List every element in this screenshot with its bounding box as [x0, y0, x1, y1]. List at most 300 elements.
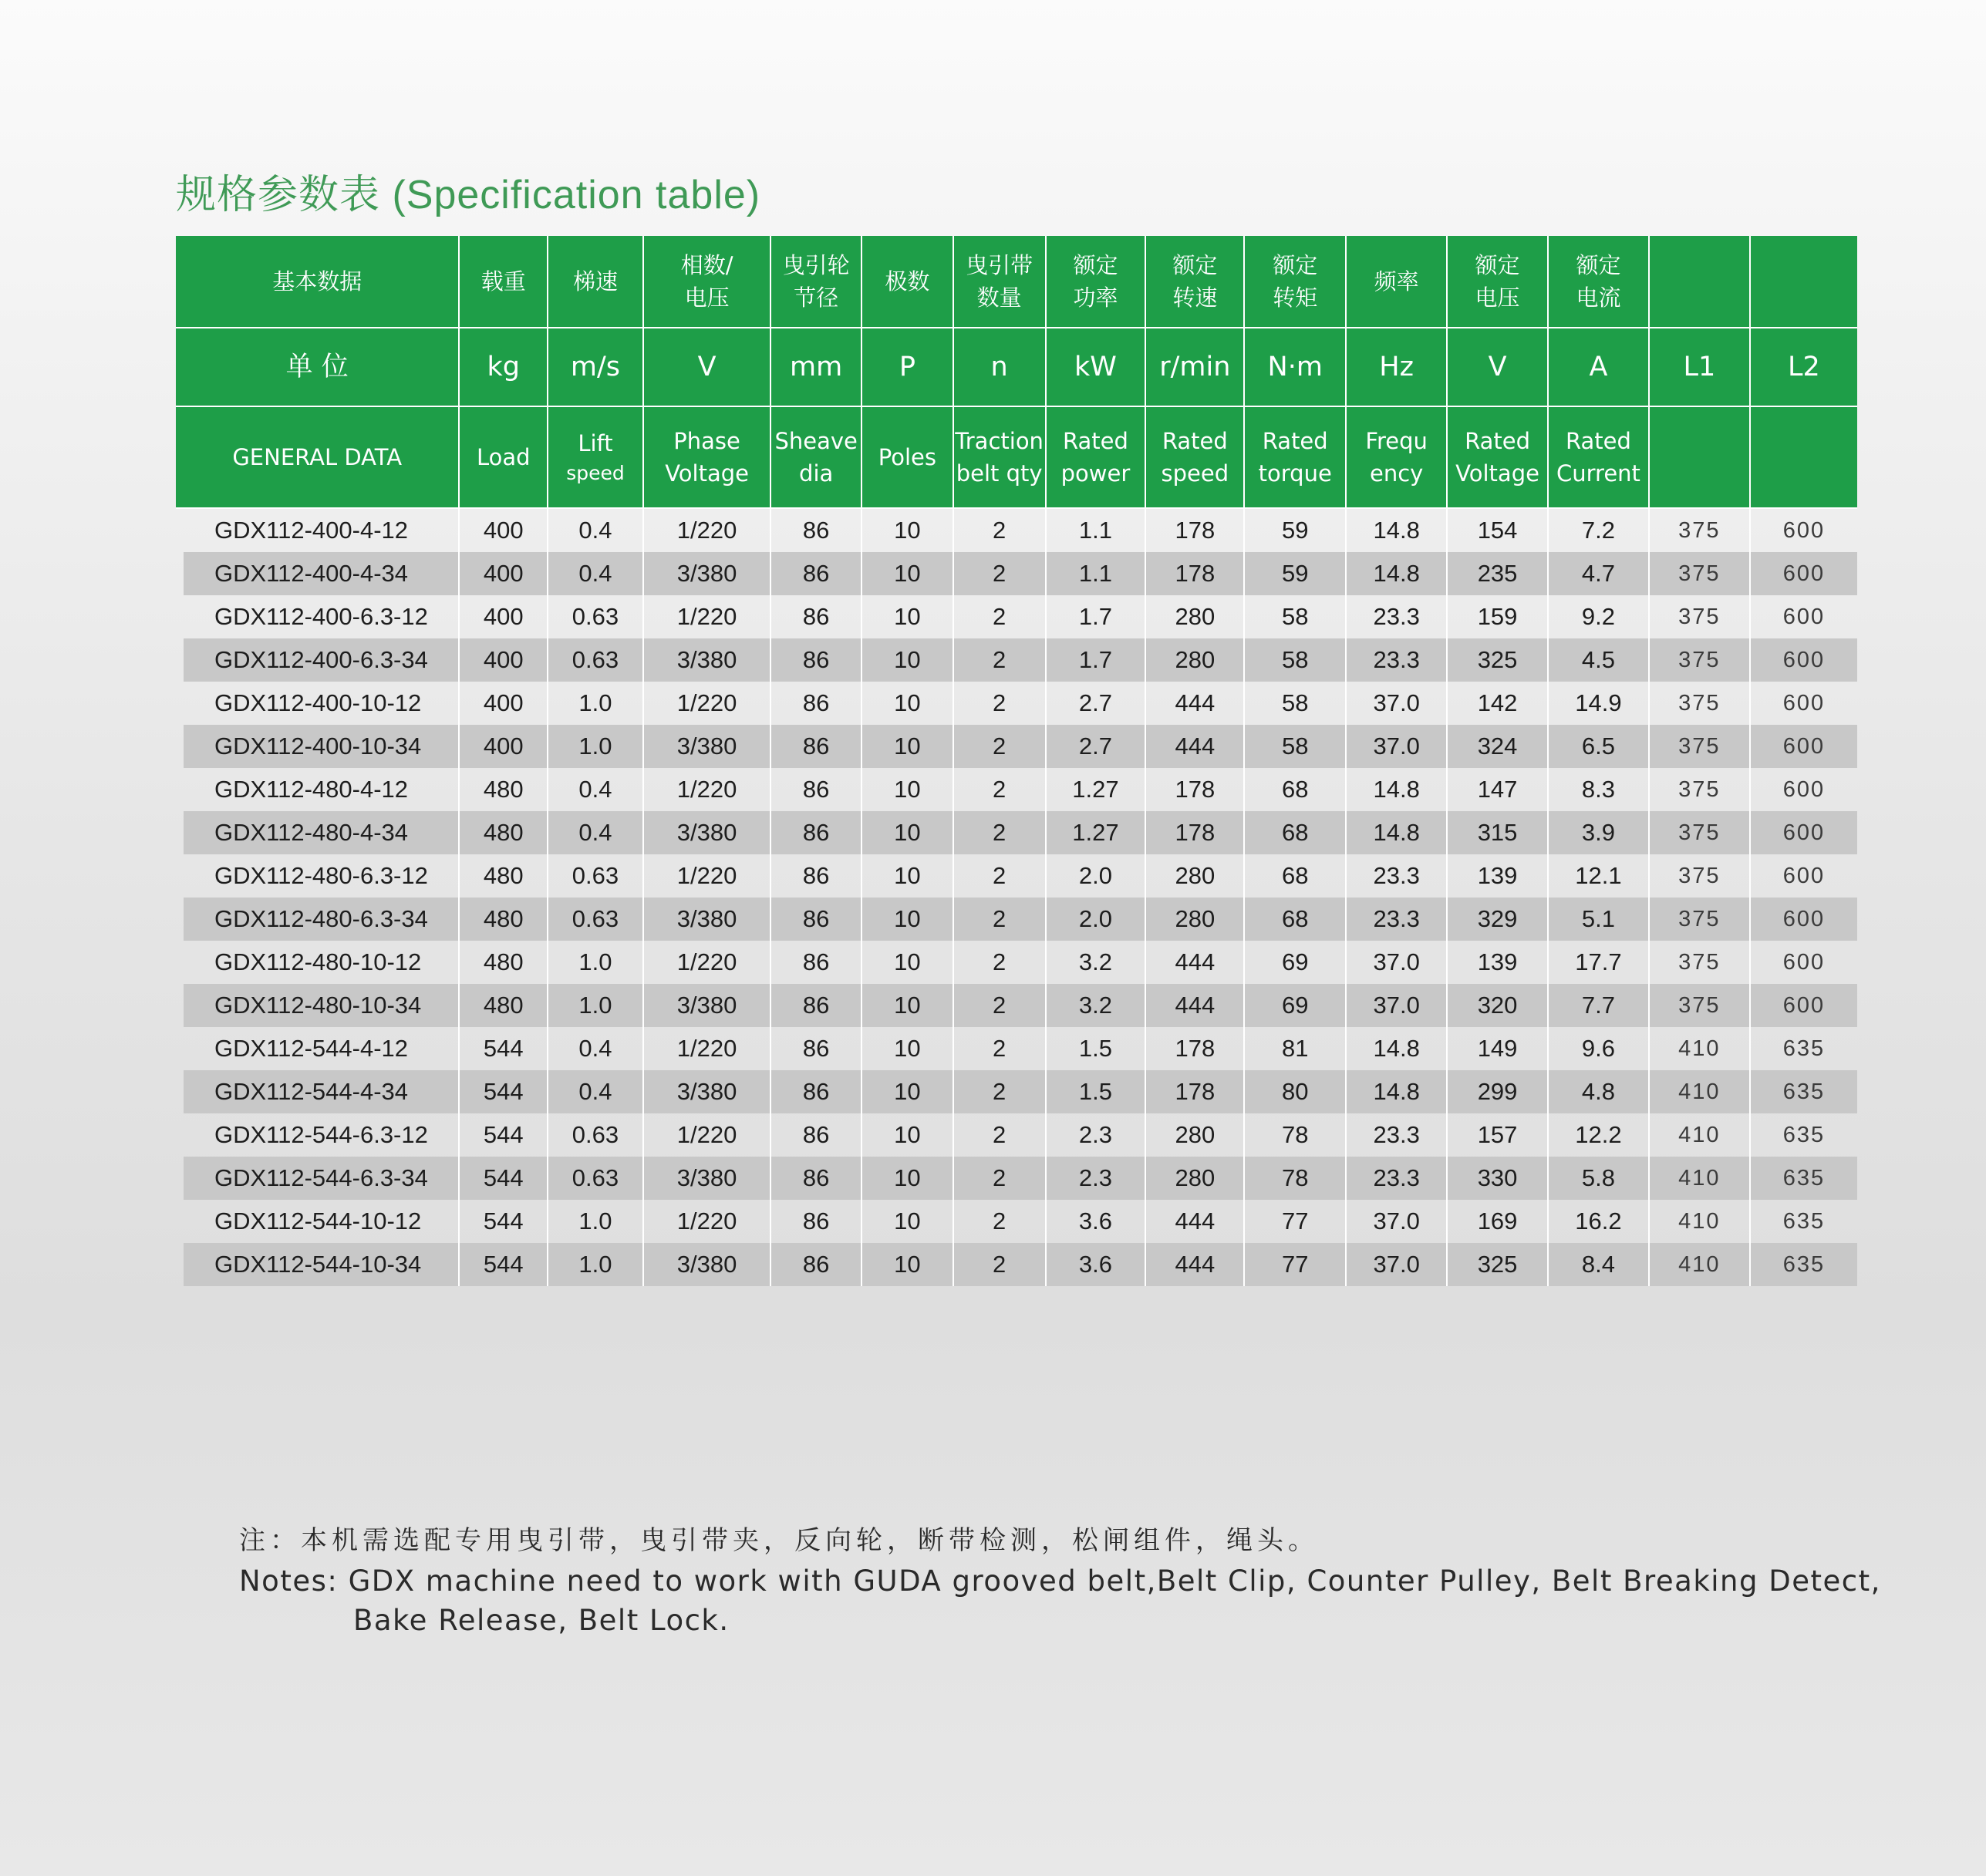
table-cell: 0.63 [548, 1157, 643, 1200]
table-cell: 14.8 [1346, 1027, 1447, 1070]
table-cell: 1.1 [1046, 508, 1146, 552]
table-cell: 400 [459, 725, 548, 768]
notes-english-line-1: Notes: GDX machine need to work with GUDA grooved belt,Belt Clip, Counter Pulley, Belt Breaking Detect, [239, 1564, 1881, 1598]
table-cell: 600 [1750, 984, 1857, 1027]
table-cell: 2 [953, 682, 1046, 725]
table-cell: 77 [1244, 1243, 1346, 1286]
header-zh-cell [548, 236, 643, 328]
table-cell: 375 [1649, 682, 1750, 725]
table-row [176, 1113, 1857, 1157]
table-cell: 59 [1244, 508, 1346, 552]
header-unit-cell: kg [459, 328, 548, 406]
table-cell: 2 [953, 508, 1046, 552]
table-cell: 2.0 [1046, 854, 1146, 898]
table-cell: 1.0 [548, 725, 643, 768]
table-cell: 77 [1244, 1200, 1346, 1243]
table-cell: 37.0 [1346, 1243, 1447, 1286]
header-en-cell-line: power [1060, 460, 1131, 487]
table-cell: 410 [1649, 1113, 1750, 1157]
table-cell: 86 [770, 508, 861, 552]
header-en-cell-line: belt qty [956, 460, 1043, 487]
header-en-cell [953, 406, 1046, 508]
header-en-cell-line: Rated [1262, 427, 1328, 454]
table-cell: 147 [1447, 768, 1548, 811]
table-cell: 1.7 [1046, 638, 1146, 682]
header-zh-cell-line: 电流 [1576, 285, 1621, 311]
table-cell: 3.2 [1046, 984, 1146, 1027]
header-en-cell [548, 406, 643, 508]
header-en-cell [1750, 406, 1857, 508]
header-zh-cell [1447, 236, 1548, 328]
model-cell: GDX112-544-10-12 [176, 1200, 459, 1243]
table-row [176, 508, 1857, 552]
table-cell: 10 [861, 1200, 953, 1243]
table-cell: 86 [770, 768, 861, 811]
header-en-cell [1548, 406, 1649, 508]
header-zh-cell-line: 曳引轮 [782, 251, 850, 278]
header-unit-cell: mm [770, 328, 861, 406]
table-cell: 0.4 [548, 552, 643, 595]
header-unit-cell: Hz [1346, 328, 1447, 406]
table-cell: 154 [1447, 508, 1548, 552]
header-zh-cell-line: 梯速 [572, 268, 618, 295]
table-cell: 280 [1145, 854, 1244, 898]
table-cell: 400 [459, 552, 548, 595]
table-cell: 3/380 [643, 638, 770, 682]
table-cell: 10 [861, 552, 953, 595]
table-cell: 544 [459, 1027, 548, 1070]
table-cell: 600 [1782, 517, 1826, 543]
table-row [176, 941, 1857, 984]
table-cell: 3.6 [1046, 1200, 1146, 1243]
table-cell: 1.0 [548, 1243, 643, 1286]
table-cell: 149 [1447, 1027, 1548, 1070]
table-cell: 10 [861, 811, 953, 854]
model-cell: GDX112-544-4-34 [176, 1070, 459, 1113]
table-cell: 635 [1782, 1036, 1826, 1061]
table-cell: 86 [770, 1027, 861, 1070]
table-cell: 10 [861, 1070, 953, 1113]
table-row [176, 768, 1857, 811]
table-cell: 600 [1750, 898, 1857, 941]
table-cell: 444 [1145, 725, 1244, 768]
table-cell: 635 [1782, 1122, 1826, 1147]
table-cell: 3/380 [643, 1070, 770, 1113]
table-cell: 169 [1447, 1200, 1548, 1243]
header-en-cell-line: dia [799, 460, 834, 487]
header-en-cell [1244, 406, 1346, 508]
model-cell: GDX112-400-4-34 [176, 552, 459, 595]
table-cell: 410 [1649, 1243, 1750, 1286]
table-cell: 375 [1649, 898, 1750, 941]
table-cell: 375 [1649, 811, 1750, 854]
header-zh-cell-line: 额定 [1273, 251, 1318, 278]
table-cell: 2 [953, 941, 1046, 984]
table-cell: 635 [1750, 1157, 1857, 1200]
table-cell: 444 [1145, 682, 1244, 725]
table-cell: 4.7 [1548, 552, 1649, 595]
header-en-cell-line: speed [566, 461, 625, 484]
header-zh-cell-line: 额定 [1073, 251, 1118, 278]
table-cell: 400 [459, 595, 548, 638]
table-cell: 4.8 [1548, 1070, 1649, 1113]
table-cell: 400 [459, 682, 548, 725]
table-cell: 315 [1447, 811, 1548, 854]
table-cell: 8.3 [1548, 768, 1649, 811]
header-en-cell-line: Traction [955, 427, 1044, 454]
model-cell: GDX112-480-4-12 [176, 768, 459, 811]
header-zh-cell [1548, 236, 1649, 328]
table-cell: 3/380 [643, 984, 770, 1027]
table-cell: 14.8 [1346, 811, 1447, 854]
table-cell: 86 [770, 1243, 861, 1286]
table-cell: 68 [1244, 898, 1346, 941]
table-cell: 410 [1649, 1070, 1750, 1113]
model-cell: GDX112-544-6.3-12 [176, 1113, 459, 1157]
table-cell: 23.3 [1346, 898, 1447, 941]
header-en-cell [770, 406, 861, 508]
header-zh-cell-line: 频率 [1374, 268, 1419, 295]
table-cell: 86 [770, 898, 861, 941]
table-cell: 68 [1244, 854, 1346, 898]
header-unit-cell: A [1548, 328, 1649, 406]
model-cell: GDX112-480-4-34 [176, 811, 459, 854]
table-cell: 86 [770, 552, 861, 595]
table-cell: 1/220 [643, 1113, 770, 1157]
table-cell: 1.5 [1046, 1027, 1146, 1070]
header-zh-cell-line: 额定 [1576, 251, 1621, 278]
table-cell: 325 [1447, 1243, 1548, 1286]
table-cell: 14.8 [1346, 508, 1447, 552]
table-cell: 10 [861, 1243, 953, 1286]
table-cell: 2.3 [1046, 1157, 1146, 1200]
table-cell: 0.63 [548, 595, 643, 638]
header-unit-cell: N·m [1244, 328, 1346, 406]
header-en-cell-line: speed [1161, 460, 1229, 487]
table-cell: 600 [1750, 552, 1857, 595]
table-cell: 3/380 [643, 1243, 770, 1286]
table-cell: 410 [1649, 1200, 1750, 1243]
table-cell: 480 [459, 984, 548, 1027]
model-cell: GDX112-400-6.3-12 [176, 595, 459, 638]
table-cell: 375 [1649, 768, 1750, 811]
model-cell: GDX112-544-6.3-34 [176, 1157, 459, 1200]
table-cell: 0.63 [548, 898, 643, 941]
model-cell: GDX112-480-10-34 [176, 984, 459, 1027]
table-cell: 600 [1782, 776, 1826, 802]
table-cell: 1/220 [643, 941, 770, 984]
table-cell: 178 [1145, 552, 1244, 595]
header-en-cell [1145, 406, 1244, 508]
table-cell: 86 [770, 1113, 861, 1157]
table-cell: 68 [1244, 768, 1346, 811]
table-cell: 178 [1145, 1027, 1244, 1070]
table-cell: 2 [953, 1027, 1046, 1070]
table-cell: 0.4 [548, 1027, 643, 1070]
table-cell: 3/380 [643, 725, 770, 768]
table-cell: 0.4 [548, 508, 643, 552]
table-cell: 2 [953, 725, 1046, 768]
header-zh-cell [176, 236, 459, 328]
header-unit-cell: r/min [1145, 328, 1244, 406]
table-cell: 480 [459, 941, 548, 984]
table-cell: 375 [1649, 941, 1750, 984]
table-cell: 37.0 [1346, 682, 1447, 725]
table-cell: 1.0 [548, 682, 643, 725]
table-cell: 1/220 [643, 1027, 770, 1070]
table-cell: 2.3 [1046, 1113, 1146, 1157]
table-cell: 178 [1145, 811, 1244, 854]
table-body [176, 508, 1857, 1286]
model-cell: GDX112-544-10-34 [176, 1243, 459, 1286]
table-cell: 12.1 [1548, 854, 1649, 898]
table-row [176, 725, 1857, 768]
table-cell: 444 [1145, 1243, 1244, 1286]
table-cell: 37.0 [1346, 725, 1447, 768]
table-row [176, 1027, 1857, 1070]
table-cell: 480 [459, 898, 548, 941]
table-row [176, 552, 1857, 595]
table-row [176, 984, 1857, 1027]
table-cell: 600 [1750, 811, 1857, 854]
header-zh-cell-line: 转矩 [1273, 285, 1318, 311]
table-cell: 0.4 [548, 768, 643, 811]
header-zh-cell [643, 236, 770, 328]
table-cell: 444 [1145, 984, 1244, 1027]
table-cell: 86 [770, 811, 861, 854]
table-cell: 0.63 [548, 854, 643, 898]
table-cell: 2 [953, 1157, 1046, 1200]
notes-chinese: 注：本机需选配专用曳引带，曳引带夹，反向轮，断带检测，松闸组件，绳头。 [239, 1525, 1319, 1556]
table-cell: 2 [953, 854, 1046, 898]
table-cell: 324 [1447, 725, 1548, 768]
table-cell: 1/220 [643, 768, 770, 811]
table-cell: 3/380 [643, 1157, 770, 1200]
header-zh-cell [953, 236, 1046, 328]
model-cell: GDX112-400-10-34 [176, 725, 459, 768]
table-cell: 1.0 [548, 984, 643, 1027]
table-cell: 280 [1145, 638, 1244, 682]
header-unit-cell: V [643, 328, 770, 406]
table-cell: 544 [459, 1243, 548, 1286]
table-cell: 69 [1244, 984, 1346, 1027]
table-cell: 2.0 [1046, 898, 1146, 941]
model-cell: GDX112-480-6.3-34 [176, 898, 459, 941]
header-unit-cell: P [861, 328, 953, 406]
header-en-cell [643, 406, 770, 508]
header-zh-cell-line: 曳引带 [966, 251, 1033, 278]
table-cell: 480 [459, 811, 548, 854]
table-cell: 2.7 [1046, 682, 1146, 725]
header-en-cell-line: Frequ [1365, 427, 1428, 454]
model-cell: GDX112-400-10-12 [176, 682, 459, 725]
table-cell: 14.8 [1346, 1070, 1447, 1113]
header-unit-cell: L1 [1649, 328, 1750, 406]
table-cell: 10 [861, 854, 953, 898]
table-cell: 480 [459, 768, 548, 811]
table-cell: 1.0 [548, 941, 643, 984]
header-en-cell-line: Voltage [665, 460, 749, 487]
header-zh-cell-line: 相数/ [680, 251, 733, 278]
table-cell: 86 [770, 1070, 861, 1113]
table-cell: 235 [1447, 552, 1548, 595]
header-zh-cell-line: 节径 [794, 285, 839, 311]
table-cell: 12.2 [1548, 1113, 1649, 1157]
table-cell: 410 [1649, 1157, 1750, 1200]
table-cell: 544 [459, 1157, 548, 1200]
table-cell: 10 [861, 941, 953, 984]
table-cell: 178 [1145, 1070, 1244, 1113]
table-cell: 80 [1244, 1070, 1346, 1113]
table-cell: 2 [953, 638, 1046, 682]
table-cell: 3.2 [1046, 941, 1146, 984]
table-cell: 375 [1649, 638, 1750, 682]
header-zh-cell-line: 基本数据 [272, 268, 362, 295]
header-zh-cell-line: 电压 [1475, 285, 1520, 311]
header-zh-cell-line: 转速 [1172, 285, 1218, 311]
table-cell: 8.4 [1548, 1243, 1649, 1286]
table-cell: 375 [1649, 854, 1750, 898]
table-cell: 86 [770, 682, 861, 725]
table-cell: 23.3 [1346, 1113, 1447, 1157]
table-cell: 86 [770, 1200, 861, 1243]
table-cell: 375 [1649, 595, 1750, 638]
header-en-cell-line: Lift [578, 429, 613, 456]
header-unit-cell: L2 [1750, 328, 1857, 406]
table-cell: 7.2 [1548, 508, 1649, 552]
header-unit-cell: kW [1046, 328, 1146, 406]
header-en-cell [1447, 406, 1548, 508]
table-cell: 0.4 [548, 1070, 643, 1113]
header-unit-cell: n [953, 328, 1046, 406]
model-cell: GDX112-544-4-12 [176, 1027, 459, 1070]
header-en-cell [1046, 406, 1146, 508]
table-cell: 10 [861, 984, 953, 1027]
table-row [176, 682, 1857, 725]
table-cell: 86 [770, 595, 861, 638]
table-cell: 1/220 [643, 1200, 770, 1243]
header-unit-cell: m/s [548, 328, 643, 406]
table-row [176, 638, 1857, 682]
table-cell: 320 [1447, 984, 1548, 1027]
header-row-units [176, 328, 1857, 406]
table-cell: 330 [1447, 1157, 1548, 1200]
table-cell: 16.2 [1548, 1200, 1649, 1243]
table-cell: 86 [770, 1157, 861, 1200]
table-cell: 2.7 [1046, 725, 1146, 768]
table-cell: 81 [1244, 1027, 1346, 1070]
table-cell: 23.3 [1346, 595, 1447, 638]
table-cell: 78 [1244, 1113, 1346, 1157]
header-zh-cell [1145, 236, 1244, 328]
header-zh-cell-line: 数量 [976, 285, 1022, 311]
notes-english-line-2: Bake Release, Belt Lock. [353, 1604, 730, 1637]
header-zh-cell [770, 236, 861, 328]
table-cell: 10 [861, 682, 953, 725]
header-zh-cell-line: 额定 [1475, 251, 1520, 278]
table-cell: 14.9 [1548, 682, 1649, 725]
table-cell: 178 [1145, 508, 1244, 552]
table-cell: 1.0 [548, 1200, 643, 1243]
table-cell: 23.3 [1346, 638, 1447, 682]
table-cell: 635 [1750, 1243, 1857, 1286]
table-cell: 0.63 [548, 1113, 643, 1157]
table-cell: 86 [770, 854, 861, 898]
header-row-english [176, 406, 1857, 508]
table-header [176, 236, 1857, 508]
table-cell: 9.2 [1548, 595, 1649, 638]
table-cell: 1.27 [1046, 768, 1146, 811]
table-cell: 10 [861, 898, 953, 941]
table-cell: 375 [1649, 552, 1750, 595]
table-cell: 280 [1145, 898, 1244, 941]
header-en-cell-line: Current [1556, 460, 1640, 487]
table-cell: 37.0 [1346, 984, 1447, 1027]
table-cell: 23.3 [1346, 1157, 1447, 1200]
header-zh-cell [1649, 236, 1750, 328]
table-cell: 157 [1447, 1113, 1548, 1157]
table-cell: 59 [1244, 552, 1346, 595]
header-en-cell-line: Rated [1162, 427, 1228, 454]
table-cell: 10 [861, 768, 953, 811]
table-row [176, 854, 1857, 898]
table-cell: 329 [1447, 898, 1548, 941]
table-cell: 2 [953, 1070, 1046, 1113]
table-cell: 280 [1145, 1157, 1244, 1200]
specification-table [176, 236, 1857, 1286]
table-cell: 10 [861, 638, 953, 682]
table-cell: 3.9 [1548, 811, 1649, 854]
table-cell: 280 [1145, 595, 1244, 638]
header-en-cell-line: Voltage [1455, 460, 1539, 487]
table-cell: 139 [1447, 941, 1548, 984]
table-cell: 10 [861, 725, 953, 768]
table-cell: 178 [1145, 768, 1244, 811]
table-cell: 375 [1649, 508, 1750, 552]
table-cell: 10 [861, 1113, 953, 1157]
table-cell: 1.7 [1046, 595, 1146, 638]
header-unit-cell: V [1447, 328, 1548, 406]
table-cell: 142 [1447, 682, 1548, 725]
table-cell: 14.8 [1346, 552, 1447, 595]
table-cell: 2 [953, 1113, 1046, 1157]
header-zh-cell [1346, 236, 1447, 328]
table-cell: 600 [1750, 725, 1857, 768]
table-row [176, 1200, 1857, 1243]
table-cell: 299 [1447, 1070, 1548, 1113]
table-cell: 86 [770, 941, 861, 984]
header-zh-cell [861, 236, 953, 328]
table-cell: 7.7 [1548, 984, 1649, 1027]
header-en-cell-line: torque [1258, 460, 1332, 487]
table-cell: 444 [1145, 1200, 1244, 1243]
table-row [176, 1070, 1857, 1113]
table-cell: 139 [1447, 854, 1548, 898]
header-en-cell-line: Load [476, 443, 531, 470]
header-en-cell-line: Rated [1566, 427, 1631, 454]
header-unit-cell: 单 位 [176, 328, 459, 406]
table-cell: 0.4 [548, 811, 643, 854]
header-en-cell-line: Rated [1465, 427, 1531, 454]
table-cell: 2 [953, 1243, 1046, 1286]
table-cell: 17.7 [1548, 941, 1649, 984]
table-cell: 1/220 [643, 595, 770, 638]
model-cell: GDX112-480-10-12 [176, 941, 459, 984]
table-cell: 280 [1145, 1113, 1244, 1157]
table-cell: 600 [1782, 863, 1826, 888]
header-en-cell [1346, 406, 1447, 508]
table-cell: 9.6 [1548, 1027, 1649, 1070]
